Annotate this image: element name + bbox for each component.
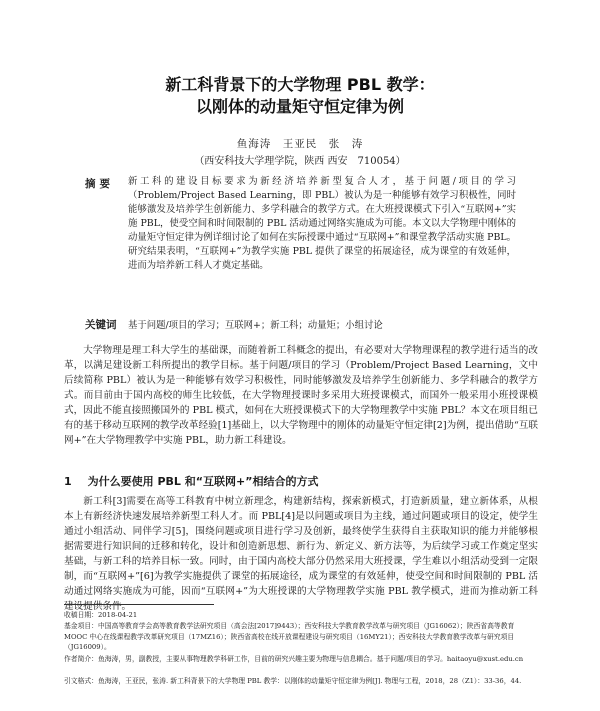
- section-number: 1: [64, 475, 72, 488]
- section-paragraph: 新工科[3]需要在高等工科教育中树立新理念，构建新结构，探索新模式，打造新质量，建立新体系，从根本上有新经济快速发展培养新型工科人才。而 PBL[4]是以问题或项目为主线，通过问题或项目的设定，使学生通过小组活动、同伴学习[5]，围绕问题或项目进行学习及创新，最终使学生获得自主获取知识的能力并能够根据需要进行知识间的迁移和转化，设计和创造新思想、新行为、新定义、新方法等，为后续学习或工作奠定坚实基础，与新工科的培养目标一致。同时，由于国内高校大部分仍然采用大班授课，学生难以小组活动受到一定限制，而“互联网+”[6]为教学实施提供了课堂的拓展途径，成为课堂的有效延伸，使受空间和时间限制的 PBL 活动通过网络实施成为可能，因而“互联网+”为大班授课的大学物理教学实施 PBL 教学模式，进而为推动新工科建设提供条件。: [64, 496, 538, 612]
- footnote-received: 收稿日期：2018-04-21: [64, 611, 138, 619]
- author-list: 鱼海涛 王亚民 张 涛: [236, 138, 364, 150]
- intro-paragraph: 大学物理是理工科大学生的基础课，而随着新工科概念的提出，有必要对大学物理课程的教学进行适当的改革，以满足建设新工科所提出的教学目标。基于问题/项目的学习（Problem/Project Based Learning，文中后续简称 PBL）被认为是一种能够有效学习积极性，同时能够激发及培养学生创新能力、多学科融合的教学方式。而目前由于国内高校的师生比较低，在大学物理授课时多采用大班授课模式，而国外一般采用小班授课模式，因此不能直接照搬国外的 PBL 模式，如何在大班授课模式下的大学物理教学中实施 PBL？本文在项目组已有的基于移动互联网的教学改革经验[1]基础上，以大学物理中的刚体的动量矩守恒定律[2]为例，提出借助“互联网+”在大学物理教学中实施 PBL，助力新工科建设。: [64, 345, 538, 446]
- section-title: 为什么要使用 PBL 和“互联网+”相结合的方式: [87, 475, 319, 488]
- footnote-funding: 基金项目：中国高等教育学会高等教育教学法研究项目（高会法[2017]9443）；西安科技大学教育教学改革与研究项目（JG16062）；陕西省高等教育 MOOC 中心在线课程教学改革研究项目（17MZ16）；陕西省高校在线开放课程建设与研究项目（16MY21）；西安科技大学教育教学改革与研究项目（JG16009）。: [64, 622, 515, 651]
- keywords-text: 基于问题/项目的学习；互联网+；新工科；动量矩；小组讨论: [128, 320, 383, 331]
- footnote-author: 作者简介：鱼海涛，男，副教授，主要从事物理教学科研工作，目前的研究兴趣主要为物理与信息耦合。基于问题/项目的学习。haitaoyu@xust.edu.cn: [64, 655, 524, 663]
- affiliation: （西安科技大学理学院，陕西 西安 710054）: [194, 156, 406, 167]
- paper-title-line2: 以刚体的动量矩守恒定律为例: [195, 97, 404, 116]
- footnote-divider: [64, 604, 214, 605]
- section-heading: [64, 473, 538, 489]
- footnote-citation: 引文格式：鱼海涛，王亚民，张涛. 新工科背景下的大学物理 PBL 教学：以刚体的动量矩守恒定律为例[J]. 物理与工程，2018，28（Z1）：33-36，44.: [64, 677, 522, 685]
- abstract-text: 新工科的建设目标要求为新经济培养新型复合人才，基于问题/项目的学习（Problem/Project Based Learning，即 PBL）被认为是一种能够有效学习积极性，同时能够激发及培养学生创新能力、多学科融合的教学方式。在大班授课模式下引入“互联网+”实施 PBL，使受空间和时间限制的 PBL 活动通过网络实施成为可能。本文以大学物理中刚体的动量矩守恒定律为例详细讨论了如何在实际授课中通过“互联网+”和课堂教学活动实施 PBL。研究结果表明，“互联网+”为教学实施 PBL 提供了课堂的拓展途径，成为课堂的有效延伸，进而为培养新工科人才奠定基础。: [128, 176, 516, 271]
- keywords-label: 关键词: [85, 319, 117, 331]
- paper-title-line1: 新工科背景下的大学物理 PBL 教学：: [165, 75, 435, 94]
- abstract-label: 摘要: [85, 178, 114, 190]
